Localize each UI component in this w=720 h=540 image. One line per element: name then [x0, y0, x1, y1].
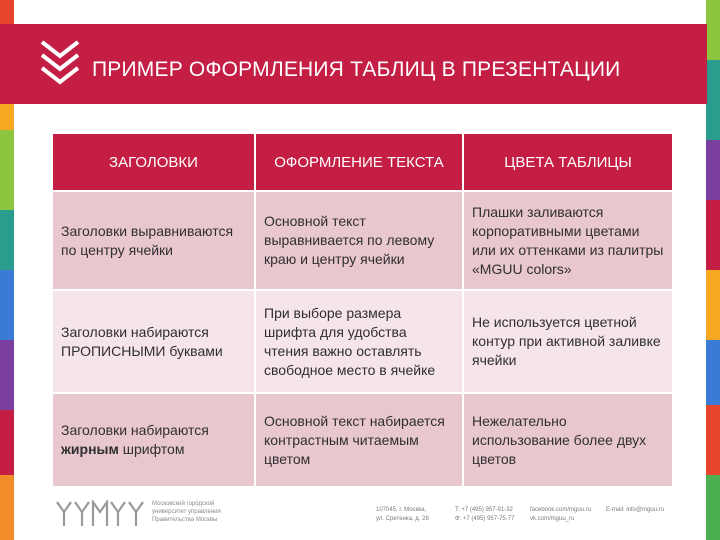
table-cell: Заголовки выравниваются по центру ячейки — [53, 191, 255, 290]
right-strip-segment — [706, 0, 720, 60]
left-strip-segment — [0, 475, 14, 540]
footer-email — [606, 506, 664, 515]
address-line: 107045, г. Москва, — [376, 507, 427, 513]
phone-line: T: +7 (495) 957-91-32 — [455, 507, 513, 513]
header-band — [0, 24, 707, 104]
organization-name — [152, 500, 247, 524]
right-strip-segment — [706, 60, 720, 140]
left-strip-segment — [0, 210, 14, 270]
social-link[interactable]: vk.com/mguu_ru — [530, 516, 575, 522]
table-cell: Основной текст набирается контрастным читаемым цветом — [255, 393, 463, 487]
page-title: ПРИМЕР ОФОРМЛЕНИЯ ТАБЛИЦ В ПРЕЗЕНТАЦИИ — [92, 58, 621, 81]
chevron-down-icon — [38, 38, 82, 92]
right-strip-segment — [706, 340, 720, 405]
table-cell: Основной текст выравнивается по левому краю и центру ячейки — [255, 191, 463, 290]
address-line: ул. Сретенка, д. 28 — [376, 516, 429, 522]
footer-social — [530, 506, 591, 524]
right-strip-segment — [706, 140, 720, 200]
table-cell: Плашки заливаются корпоративными цветами или их оттенками из палитры «MGUU colors» — [463, 191, 672, 290]
table-row — [53, 290, 672, 393]
table-row — [53, 393, 672, 487]
right-strip-segment — [706, 200, 720, 270]
org-line: Московский городской — [152, 501, 215, 507]
social-link[interactable]: facebook.com/mguu.ru — [530, 507, 592, 513]
left-strip-segment — [0, 130, 14, 210]
bold-word: жирным — [61, 441, 119, 457]
table-cell: При выборе размера шрифта для удобства чтения важно оставлять свободное место в ячейке — [255, 290, 463, 393]
org-line: университет управления — [152, 509, 221, 515]
right-strip-segment — [706, 270, 720, 340]
cell-text: шрифтом — [122, 441, 185, 457]
table-header-row — [53, 134, 672, 191]
table-cell — [53, 393, 255, 487]
column-header: ЦВЕТА ТАБЛИЦЫ — [463, 134, 672, 191]
phone-line: Ф: +7 (495) 957-75-77 — [455, 516, 515, 522]
cell-text: Заголовки набираются — [61, 422, 209, 438]
left-strip-segment — [0, 340, 14, 410]
style-guide-table — [53, 134, 672, 488]
column-header: ОФОРМЛЕНИЕ ТЕКСТА — [255, 134, 463, 191]
table-cell: Заголовки набираются ПРОПИСНЫМИ буквами — [53, 290, 255, 393]
footer-address — [376, 506, 429, 524]
right-strip-segment — [706, 475, 720, 540]
org-line: Правительства Москвы — [152, 517, 218, 523]
column-header: ЗАГОЛОВКИ — [53, 134, 255, 191]
left-strip-segment — [0, 410, 14, 475]
table-row — [53, 191, 672, 290]
email-link[interactable]: E-mail: info@mguu.ru — [606, 507, 665, 513]
university-logo — [55, 500, 145, 528]
left-strip-segment — [0, 270, 14, 340]
table-cell: Не используется цветной контур при активной заливке ячейки — [463, 290, 672, 393]
right-color-strip — [706, 0, 720, 540]
table-cell: Нежелательно использование более двух цветов — [463, 393, 672, 487]
footer-phones — [455, 506, 514, 524]
right-strip-segment — [706, 405, 720, 475]
